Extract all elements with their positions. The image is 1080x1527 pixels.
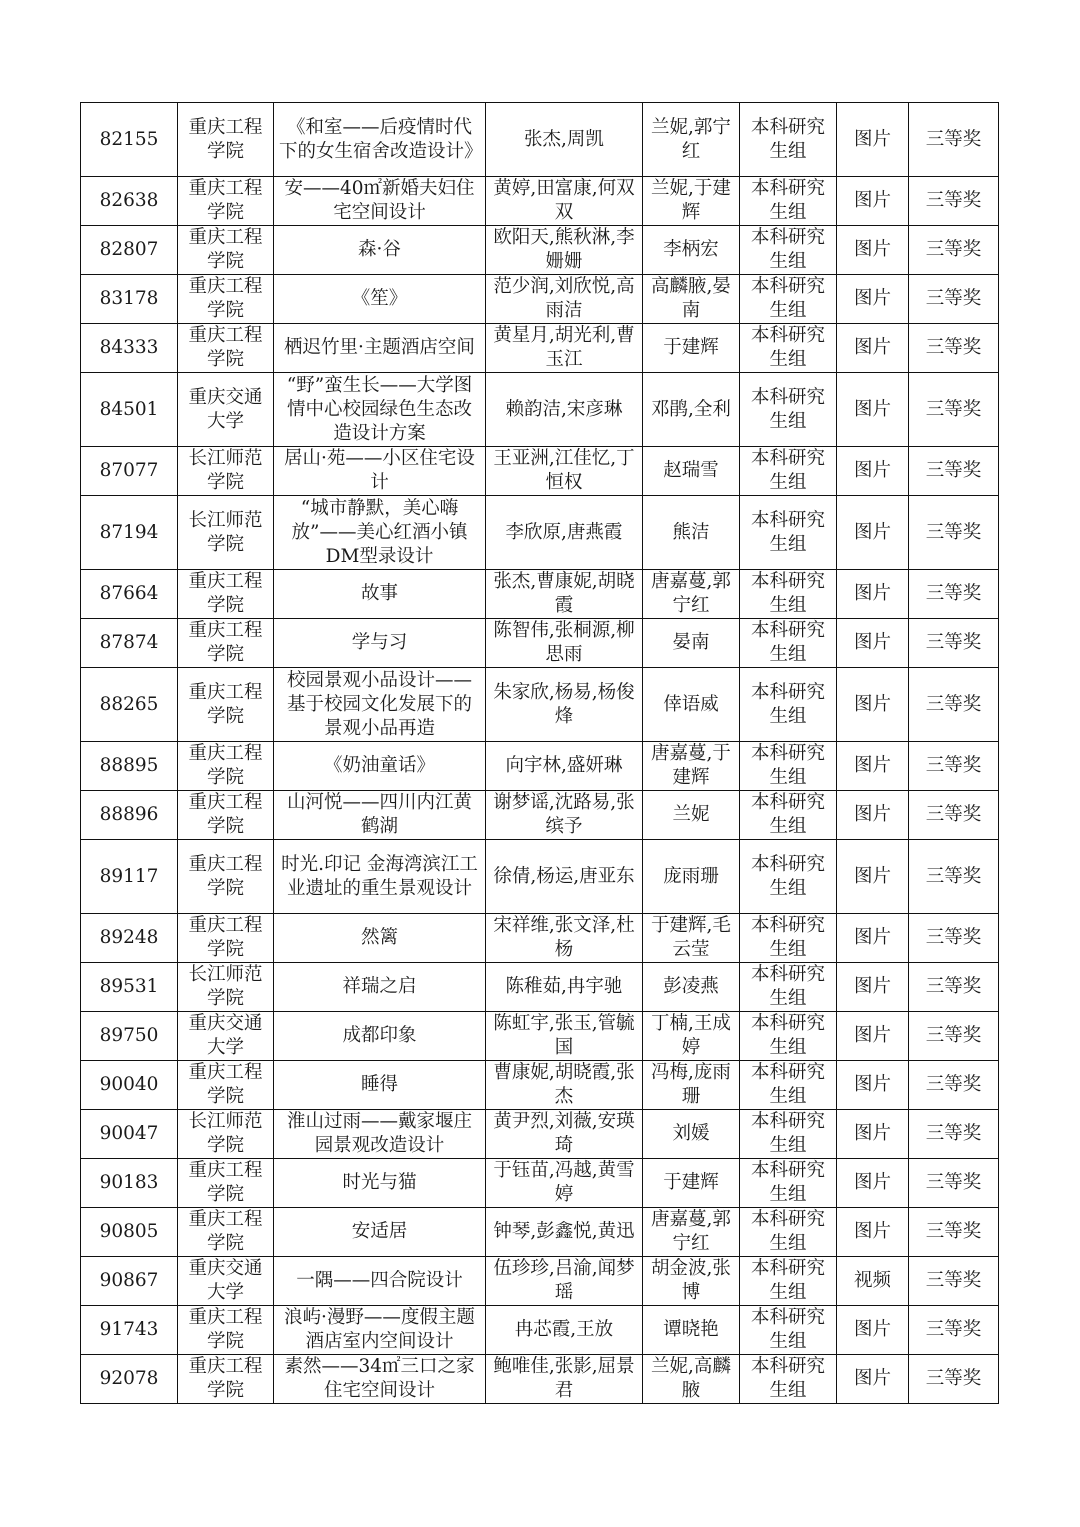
- type-cell: 图片: [837, 496, 909, 570]
- authors-cell: 冉芯霞,王放: [486, 1306, 643, 1355]
- school-cell: 重庆工程学院: [178, 1306, 274, 1355]
- entry-id-cell: 89117: [81, 840, 178, 914]
- advisor-cell: 兰妮: [643, 791, 740, 840]
- group-cell: 本科研究生组: [740, 742, 837, 791]
- group-cell: 本科研究生组: [740, 914, 837, 963]
- group-cell: 本科研究生组: [740, 226, 837, 275]
- school-cell: 重庆交通大学: [178, 1257, 274, 1306]
- authors-cell: 宋祥维,张文泽,杜杨: [486, 914, 643, 963]
- table-row: [81, 742, 999, 791]
- type-cell: 图片: [837, 668, 909, 742]
- advisor-cell: 倖语威: [643, 668, 740, 742]
- table-row: [81, 668, 999, 742]
- type-cell: 图片: [837, 1012, 909, 1061]
- group-cell: 本科研究生组: [740, 373, 837, 447]
- entry-id-cell: 87874: [81, 619, 178, 668]
- authors-cell: 张杰,周凯: [486, 103, 643, 177]
- title-cell: 学与习: [274, 619, 486, 668]
- advisor-cell: 熊洁: [643, 496, 740, 570]
- title-cell: 《奶油童话》: [274, 742, 486, 791]
- authors-cell: 陈智伟,张桐源,柳思雨: [486, 619, 643, 668]
- school-cell: 重庆工程学院: [178, 914, 274, 963]
- authors-cell: 朱家欣,杨易,杨俊烽: [486, 668, 643, 742]
- type-cell: 图片: [837, 324, 909, 373]
- type-cell: 图片: [837, 1110, 909, 1159]
- award-cell: 三等奖: [909, 1012, 999, 1061]
- advisor-cell: 兰妮,高麟腋: [643, 1355, 740, 1404]
- entry-id-cell: 87194: [81, 496, 178, 570]
- entry-id-cell: 90867: [81, 1257, 178, 1306]
- entry-id-cell: 89531: [81, 963, 178, 1012]
- type-cell: 图片: [837, 447, 909, 496]
- school-cell: 重庆工程学院: [178, 177, 274, 226]
- group-cell: 本科研究生组: [740, 1355, 837, 1404]
- advisor-cell: 于建辉: [643, 324, 740, 373]
- type-cell: 图片: [837, 570, 909, 619]
- authors-cell: 伍珍珍,吕渝,闻梦瑶: [486, 1257, 643, 1306]
- award-cell: 三等奖: [909, 570, 999, 619]
- authors-cell: 范少润,刘欣悦,高雨洁: [486, 275, 643, 324]
- authors-cell: 钟琴,彭鑫悦,黄迅: [486, 1208, 643, 1257]
- title-cell: 淮山过雨——戴家堰庄园景观改造设计: [274, 1110, 486, 1159]
- award-cell: 三等奖: [909, 1159, 999, 1208]
- group-cell: 本科研究生组: [740, 963, 837, 1012]
- advisor-cell: 庞雨珊: [643, 840, 740, 914]
- table-row: [81, 619, 999, 668]
- authors-cell: 曹康妮,胡晓霞,张杰: [486, 1061, 643, 1110]
- award-cell: 三等奖: [909, 226, 999, 275]
- table-row: [81, 1012, 999, 1061]
- award-cell: 三等奖: [909, 1110, 999, 1159]
- advisor-cell: 于建辉,毛云莹: [643, 914, 740, 963]
- award-cell: 三等奖: [909, 103, 999, 177]
- authors-cell: 欧阳天,熊秋淋,李姗姗: [486, 226, 643, 275]
- authors-cell: 王亚洲,江佳忆,丁恒权: [486, 447, 643, 496]
- entry-id-cell: 90183: [81, 1159, 178, 1208]
- entry-id-cell: 83178: [81, 275, 178, 324]
- table-row: [81, 840, 999, 914]
- title-cell: 栖迟竹里·主题酒店空间: [274, 324, 486, 373]
- table-row: [81, 1306, 999, 1355]
- type-cell: 图片: [837, 177, 909, 226]
- school-cell: 重庆工程学院: [178, 275, 274, 324]
- entry-id-cell: 87077: [81, 447, 178, 496]
- title-cell: “城市静默，美心嗨放”——美心红酒小镇DM型录设计: [274, 496, 486, 570]
- award-cell: 三等奖: [909, 1257, 999, 1306]
- advisor-cell: 唐嘉蔓,郭宁红: [643, 1208, 740, 1257]
- award-cell: 三等奖: [909, 496, 999, 570]
- advisor-cell: 唐嘉蔓,于建辉: [643, 742, 740, 791]
- entry-id-cell: 90040: [81, 1061, 178, 1110]
- award-cell: 三等奖: [909, 742, 999, 791]
- table-row: [81, 963, 999, 1012]
- school-cell: 重庆交通大学: [178, 373, 274, 447]
- entry-id-cell: 88896: [81, 791, 178, 840]
- authors-cell: 于钰苗,冯越,黄雪婷: [486, 1159, 643, 1208]
- award-cell: 三等奖: [909, 275, 999, 324]
- type-cell: 图片: [837, 1208, 909, 1257]
- title-cell: 成都印象: [274, 1012, 486, 1061]
- entry-id-cell: 90805: [81, 1208, 178, 1257]
- title-cell: 素然——34㎡三口之家住宅空间设计: [274, 1355, 486, 1404]
- title-cell: 安——40㎡新婚夫妇住宅空间设计: [274, 177, 486, 226]
- type-cell: 图片: [837, 742, 909, 791]
- award-cell: 三等奖: [909, 668, 999, 742]
- school-cell: 重庆工程学院: [178, 103, 274, 177]
- title-cell: 《笙》: [274, 275, 486, 324]
- school-cell: 重庆工程学院: [178, 742, 274, 791]
- entry-id-cell: 91743: [81, 1306, 178, 1355]
- school-cell: 长江师范学院: [178, 963, 274, 1012]
- advisor-cell: 丁楠,王成婷: [643, 1012, 740, 1061]
- award-cell: 三等奖: [909, 1208, 999, 1257]
- table-row: [81, 373, 999, 447]
- advisor-cell: 高麟腋,晏南: [643, 275, 740, 324]
- school-cell: 重庆交通大学: [178, 1012, 274, 1061]
- advisor-cell: 兰妮,郭宁红: [643, 103, 740, 177]
- awards-table: [80, 102, 999, 1404]
- type-cell: 图片: [837, 373, 909, 447]
- advisor-cell: 胡金波,张博: [643, 1257, 740, 1306]
- advisor-cell: 晏南: [643, 619, 740, 668]
- entry-id-cell: 82638: [81, 177, 178, 226]
- authors-cell: 李欣原,唐燕霞: [486, 496, 643, 570]
- school-cell: 重庆工程学院: [178, 570, 274, 619]
- group-cell: 本科研究生组: [740, 1159, 837, 1208]
- advisor-cell: 李柄宏: [643, 226, 740, 275]
- table-row: [81, 791, 999, 840]
- authors-cell: 张杰,曹康妮,胡晓霞: [486, 570, 643, 619]
- authors-cell: 黄婷,田富康,何双双: [486, 177, 643, 226]
- group-cell: 本科研究生组: [740, 103, 837, 177]
- award-cell: 三等奖: [909, 963, 999, 1012]
- school-cell: 重庆工程学院: [178, 1208, 274, 1257]
- award-cell: 三等奖: [909, 914, 999, 963]
- table-row: [81, 1159, 999, 1208]
- authors-cell: 徐倩,杨运,唐亚东: [486, 840, 643, 914]
- type-cell: 图片: [837, 103, 909, 177]
- award-cell: 三等奖: [909, 373, 999, 447]
- group-cell: 本科研究生组: [740, 1110, 837, 1159]
- group-cell: 本科研究生组: [740, 840, 837, 914]
- title-cell: 故事: [274, 570, 486, 619]
- award-cell: 三等奖: [909, 1306, 999, 1355]
- group-cell: 本科研究生组: [740, 1306, 837, 1355]
- group-cell: 本科研究生组: [740, 177, 837, 226]
- title-cell: 睡得: [274, 1061, 486, 1110]
- award-cell: 三等奖: [909, 1355, 999, 1404]
- award-cell: 三等奖: [909, 324, 999, 373]
- title-cell: 然篱: [274, 914, 486, 963]
- type-cell: 图片: [837, 840, 909, 914]
- award-cell: 三等奖: [909, 840, 999, 914]
- type-cell: 图片: [837, 1061, 909, 1110]
- table-row: [81, 914, 999, 963]
- group-cell: 本科研究生组: [740, 496, 837, 570]
- school-cell: 重庆工程学院: [178, 1355, 274, 1404]
- school-cell: 重庆工程学院: [178, 226, 274, 275]
- entry-id-cell: 87664: [81, 570, 178, 619]
- table-row: [81, 570, 999, 619]
- group-cell: 本科研究生组: [740, 1208, 837, 1257]
- entry-id-cell: 82807: [81, 226, 178, 275]
- table-row: [81, 496, 999, 570]
- advisor-cell: 邓鹃,全利: [643, 373, 740, 447]
- table-row: [81, 1208, 999, 1257]
- entry-id-cell: 90047: [81, 1110, 178, 1159]
- group-cell: 本科研究生组: [740, 1012, 837, 1061]
- school-cell: 重庆工程学院: [178, 840, 274, 914]
- type-cell: 视频: [837, 1257, 909, 1306]
- entry-id-cell: 84501: [81, 373, 178, 447]
- table-row: [81, 447, 999, 496]
- table-row: [81, 1355, 999, 1404]
- title-cell: 山河悦——四川内江黄鹤湖: [274, 791, 486, 840]
- entry-id-cell: 88265: [81, 668, 178, 742]
- authors-cell: 黄尹烈,刘薇,安瑛琦: [486, 1110, 643, 1159]
- table-row: [81, 1110, 999, 1159]
- type-cell: 图片: [837, 963, 909, 1012]
- group-cell: 本科研究生组: [740, 668, 837, 742]
- school-cell: 重庆工程学院: [178, 668, 274, 742]
- table-row: [81, 226, 999, 275]
- school-cell: 重庆工程学院: [178, 1159, 274, 1208]
- school-cell: 重庆工程学院: [178, 619, 274, 668]
- advisor-cell: 赵瑞雪: [643, 447, 740, 496]
- title-cell: 时光.印记 金海湾滨江工业遗址的重生景观设计: [274, 840, 486, 914]
- title-cell: 浪屿·漫野——度假主题酒店室内空间设计: [274, 1306, 486, 1355]
- school-cell: 长江师范学院: [178, 496, 274, 570]
- entry-id-cell: 88895: [81, 742, 178, 791]
- type-cell: 图片: [837, 619, 909, 668]
- entry-id-cell: 82155: [81, 103, 178, 177]
- group-cell: 本科研究生组: [740, 1257, 837, 1306]
- authors-cell: 鲍唯佳,张影,屈景君: [486, 1355, 643, 1404]
- advisor-cell: 于建辉: [643, 1159, 740, 1208]
- table-row: [81, 1061, 999, 1110]
- group-cell: 本科研究生组: [740, 447, 837, 496]
- school-cell: 重庆工程学院: [178, 1061, 274, 1110]
- entry-id-cell: 89750: [81, 1012, 178, 1061]
- school-cell: 长江师范学院: [178, 1110, 274, 1159]
- authors-cell: 向宇林,盛妍琳: [486, 742, 643, 791]
- award-cell: 三等奖: [909, 447, 999, 496]
- authors-cell: 陈稚茹,冉宇驰: [486, 963, 643, 1012]
- school-cell: 长江师范学院: [178, 447, 274, 496]
- school-cell: 重庆工程学院: [178, 791, 274, 840]
- table-row: [81, 103, 999, 177]
- title-cell: 森·谷: [274, 226, 486, 275]
- entry-id-cell: 89248: [81, 914, 178, 963]
- advisor-cell: 冯梅,庞雨珊: [643, 1061, 740, 1110]
- group-cell: 本科研究生组: [740, 1061, 837, 1110]
- title-cell: 《和室——后疫情时代下的女生宿舍改造设计》: [274, 103, 486, 177]
- group-cell: 本科研究生组: [740, 570, 837, 619]
- entry-id-cell: 92078: [81, 1355, 178, 1404]
- table-row: [81, 1257, 999, 1306]
- type-cell: 图片: [837, 1159, 909, 1208]
- advisor-cell: 刘媛: [643, 1110, 740, 1159]
- title-cell: 居山·苑——小区住宅设计: [274, 447, 486, 496]
- type-cell: 图片: [837, 791, 909, 840]
- award-cell: 三等奖: [909, 619, 999, 668]
- advisor-cell: 兰妮,于建辉: [643, 177, 740, 226]
- group-cell: 本科研究生组: [740, 619, 837, 668]
- entry-id-cell: 84333: [81, 324, 178, 373]
- school-cell: 重庆工程学院: [178, 324, 274, 373]
- type-cell: 图片: [837, 1355, 909, 1404]
- table-row: [81, 324, 999, 373]
- authors-cell: 赖韵洁,宋彦琳: [486, 373, 643, 447]
- type-cell: 图片: [837, 1306, 909, 1355]
- title-cell: 祥瑞之启: [274, 963, 486, 1012]
- title-cell: 校园景观小品设计——基于校园文化发展下的景观小品再造: [274, 668, 486, 742]
- group-cell: 本科研究生组: [740, 275, 837, 324]
- authors-cell: 黄星月,胡光利,曹玉江: [486, 324, 643, 373]
- type-cell: 图片: [837, 226, 909, 275]
- group-cell: 本科研究生组: [740, 791, 837, 840]
- award-cell: 三等奖: [909, 1061, 999, 1110]
- title-cell: 一隅——四合院设计: [274, 1257, 486, 1306]
- advisor-cell: 彭凌燕: [643, 963, 740, 1012]
- authors-cell: 谢梦谣,沈路易,张缤予: [486, 791, 643, 840]
- table-row: [81, 177, 999, 226]
- table-row: [81, 275, 999, 324]
- award-cell: 三等奖: [909, 791, 999, 840]
- title-cell: “野”蛮生长——大学图情中心校园绿色生态改造设计方案: [274, 373, 486, 447]
- advisor-cell: 唐嘉蔓,郭宁红: [643, 570, 740, 619]
- advisor-cell: 谭晓艳: [643, 1306, 740, 1355]
- authors-cell: 陈虹宇,张玉,管毓国: [486, 1012, 643, 1061]
- group-cell: 本科研究生组: [740, 324, 837, 373]
- title-cell: 时光与猫: [274, 1159, 486, 1208]
- type-cell: 图片: [837, 275, 909, 324]
- award-cell: 三等奖: [909, 177, 999, 226]
- title-cell: 安适居: [274, 1208, 486, 1257]
- type-cell: 图片: [837, 914, 909, 963]
